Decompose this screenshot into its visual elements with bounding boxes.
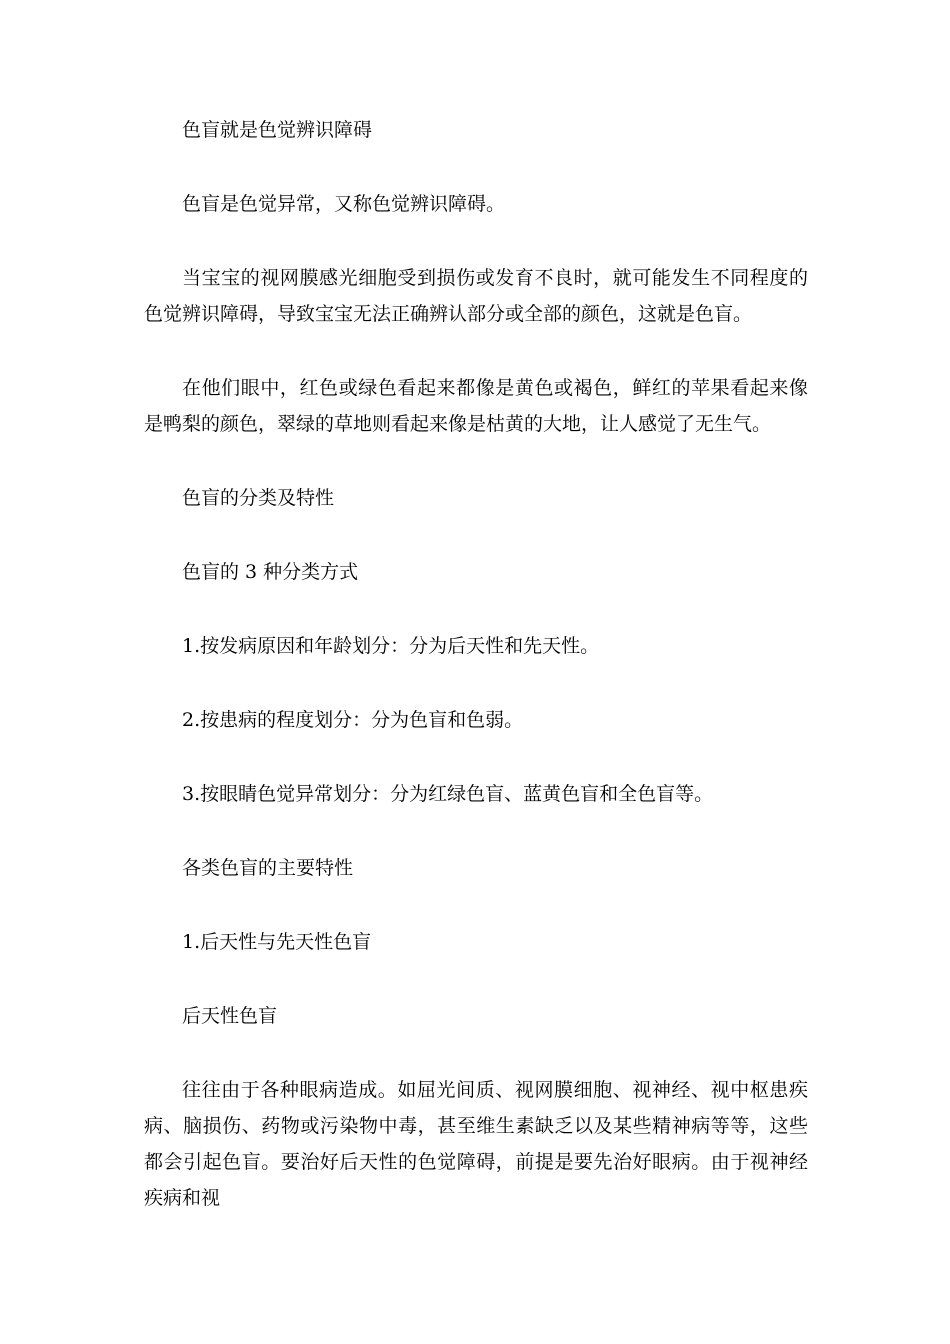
section-title-color-blindness: 色盲就是色觉辨识障碍	[182, 119, 373, 141]
paragraph-gap	[144, 1034, 808, 1072]
paragraph-gap	[144, 664, 808, 702]
section-title-classification: 色盲的分类及特性	[182, 487, 335, 509]
acquired-description-paragraph: 往往由于各种眼病造成。如屈光间质、视网膜细胞、视神经、视中枢患疾病、脑损伤、药物或污染物中毒，甚至维生素缺乏以及某些精神病等等，这些都会引起色盲。要治好后天性的色觉障碍，前提是要先治好眼病。由于视神经疾病和视	[144, 1079, 808, 1209]
subsection-title-acquired: 后天性色盲	[182, 1005, 278, 1027]
section-title-characteristics: 各类色盲的主要特性	[182, 857, 354, 879]
subsection-title-acquired-congenital: 1.后天性与先天性色盲	[182, 931, 372, 953]
list-item-by-cause: 1.按发病原因和年龄划分：分为后天性和先天性。	[182, 635, 600, 657]
perception-paragraph: 在他们眼中，红色或绿色看起来都像是黄色或褐色，鲜红的苹果看起来像是鸭梨的颜色，翠绿的草地则看起来像是枯黄的大地，让人感觉了无生气。	[144, 377, 808, 435]
definition-paragraph: 色盲是色觉异常，又称色觉辨识障碍。	[182, 193, 506, 215]
paragraph-gap	[144, 442, 808, 480]
paragraph-gap	[144, 960, 808, 998]
subsection-title-three-methods: 色盲的 3 种分类方式	[182, 561, 359, 583]
paragraph-gap	[144, 148, 808, 186]
list-item-by-color-type: 3.按眼睛色觉异常划分：分为红绿色盲、蓝黄色盲和全色盲等。	[182, 783, 714, 805]
list-item-by-severity: 2.按患病的程度划分：分为色盲和色弱。	[182, 709, 524, 731]
paragraph-gap	[144, 590, 808, 628]
cause-paragraph: 当宝宝的视网膜感光细胞受到损伤或发育不良时，就可能发生不同程度的色觉辨识障碍，导致宝宝无法正确辨认部分或全部的颜色，这就是色盲。	[144, 267, 808, 325]
paragraph-gap	[144, 332, 808, 370]
paragraph-gap	[144, 222, 808, 260]
paragraph-gap	[144, 516, 808, 554]
paragraph-gap	[144, 886, 808, 924]
paragraph-gap	[144, 812, 808, 850]
paragraph-gap	[144, 738, 808, 776]
